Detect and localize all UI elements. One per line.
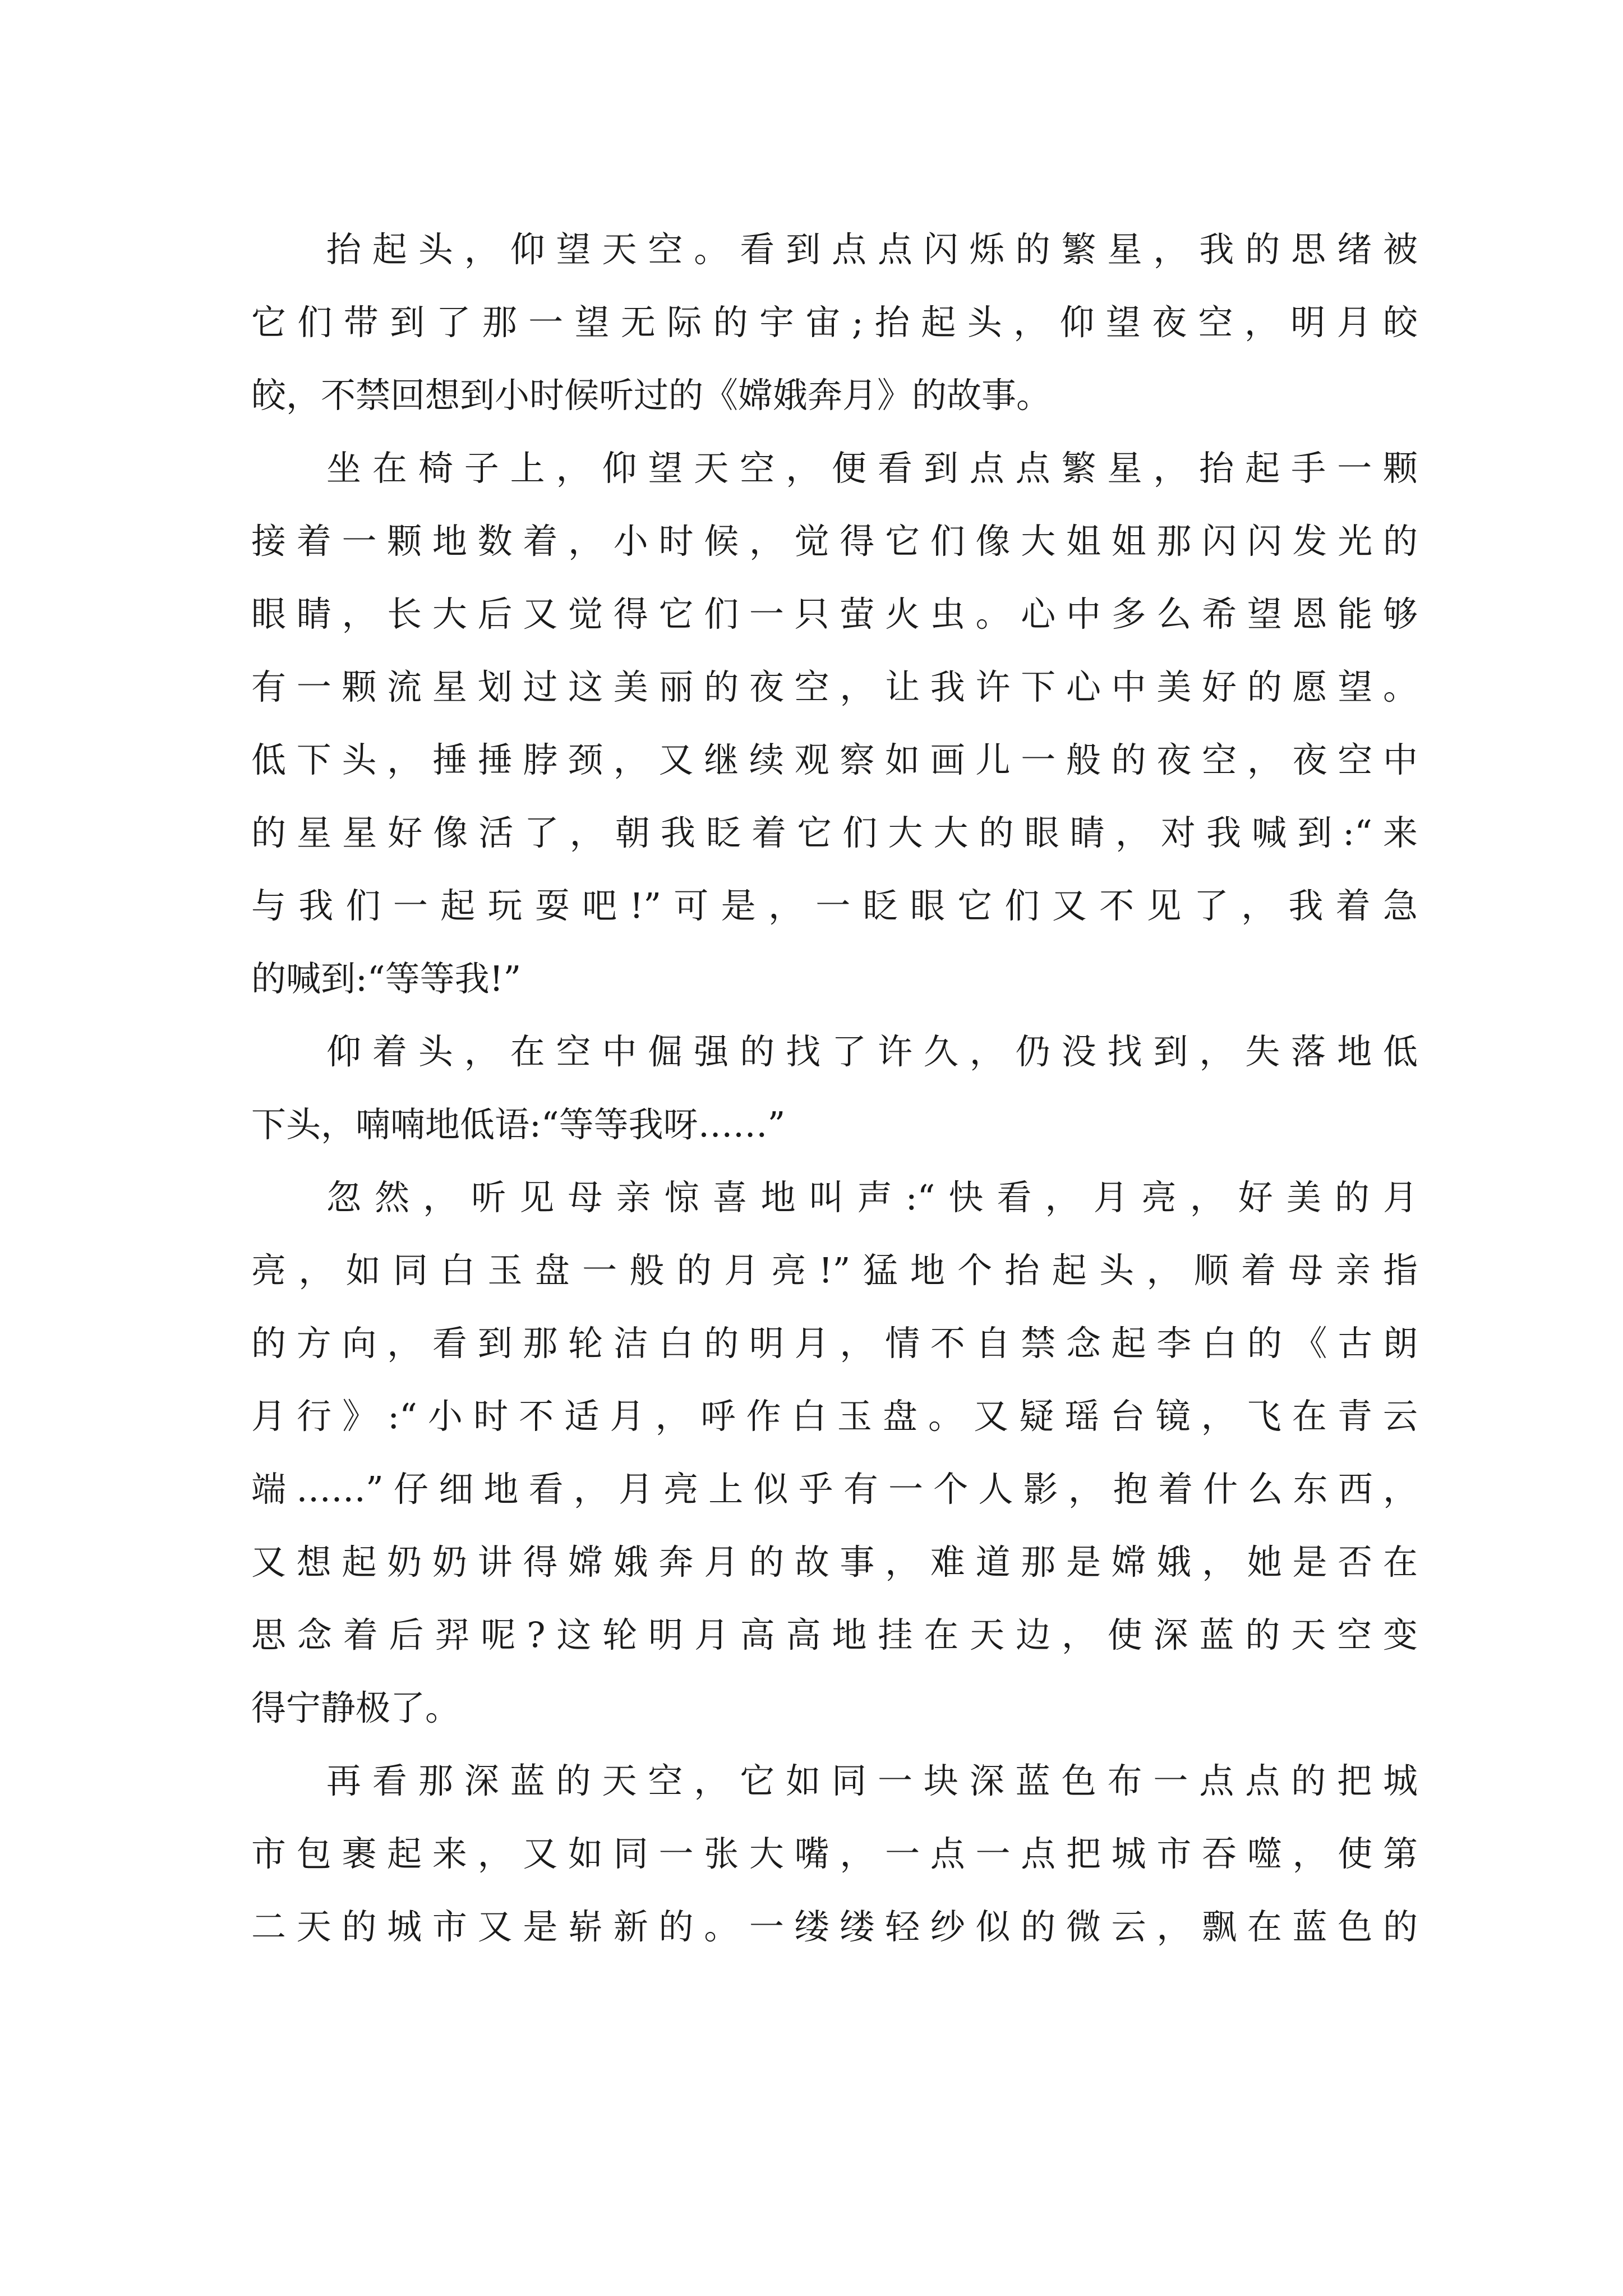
text-line: 得宁静极了。 [251,1687,460,1728]
text-line: 亮，如同白玉盘一般的月亮!”猛地个抬起头，顺着母亲指 [251,1250,1418,1291]
paragraph [251,432,1418,1015]
text-line: 的方向，看到那轮洁白的明月，情不自禁念起李白的《古朗 [251,1323,1418,1364]
text-line: 下头，喃喃地低语:“等等我呀……” [251,1104,786,1145]
text-line: 月行》:“小时不适月，呼作白玉盘。又疑瑶台镜，飞在青云 [251,1396,1418,1437]
text-line: 接着一颗地数着，小时候，觉得它们像大姐姐那闪闪发光的 [251,521,1418,562]
text-line: 皎，不禁回想到小时候听过的《嫦娥奔月》的故事。 [251,375,1052,416]
text-line: 眼睛，长大后又觉得它们一只萤火虫。心中多么希望恩能够 [251,593,1418,634]
text-line: 忽然，听见母亲惊喜地叫声:“快看，月亮，好美的月 [326,1177,1418,1218]
text-line: 的喊到:“等等我!” [251,958,522,999]
text-line: 又想起奶奶讲得嫦娥奔月的故事，难道那是嫦娥，她是否在 [251,1542,1418,1582]
essay-body [251,213,1418,1963]
paragraph [251,1015,1418,1161]
paragraph [251,213,1418,432]
text-line: 思念着后羿呢?这轮明月高高地挂在天边，使深蓝的天空变 [251,1614,1418,1655]
text-line: 仰着头，在空中倔强的找了许久，仍没找到，失落地低 [326,1031,1418,1072]
text-line: 低下头，捶捶脖颈，又继续观察如画儿一般的夜空，夜空中 [251,739,1418,780]
text-line: 二天的城市又是崭新的。一缕缕轻纱似的微云，飘在蓝色的 [251,1906,1418,1947]
text-line: 与我们一起玩耍吧!”可是，一眨眼它们又不见了，我着急 [251,885,1418,926]
text-line: 坐在椅子上，仰望天空，便看到点点繁星，抬起手一颗 [326,448,1418,489]
text-line: 有一颗流星划过这美丽的夜空，让我许下心中美好的愿望。 [251,666,1418,707]
text-line: 再看那深蓝的天空，它如同一块深蓝色布一点点的把城 [326,1760,1418,1801]
text-line: 的星星好像活了，朝我眨着它们大大的眼睛，对我喊到:“来 [251,812,1418,853]
paragraph [251,1161,1418,1745]
text-line: 它们带到了那一望无际的宇宙;抬起头，仰望夜空，明月皎 [251,302,1418,343]
paragraph [251,1745,1418,1963]
text-line: 市包裹起来，又如同一张大嘴，一点一点把城市吞噬，使第 [251,1833,1418,1874]
text-line: 端……”仔细地看，月亮上似乎有一个人影，抱着什么东西， [251,1469,1418,1510]
text-line: 抬起头，仰望天空。看到点点闪烁的繁星，我的思绪被 [326,229,1418,270]
